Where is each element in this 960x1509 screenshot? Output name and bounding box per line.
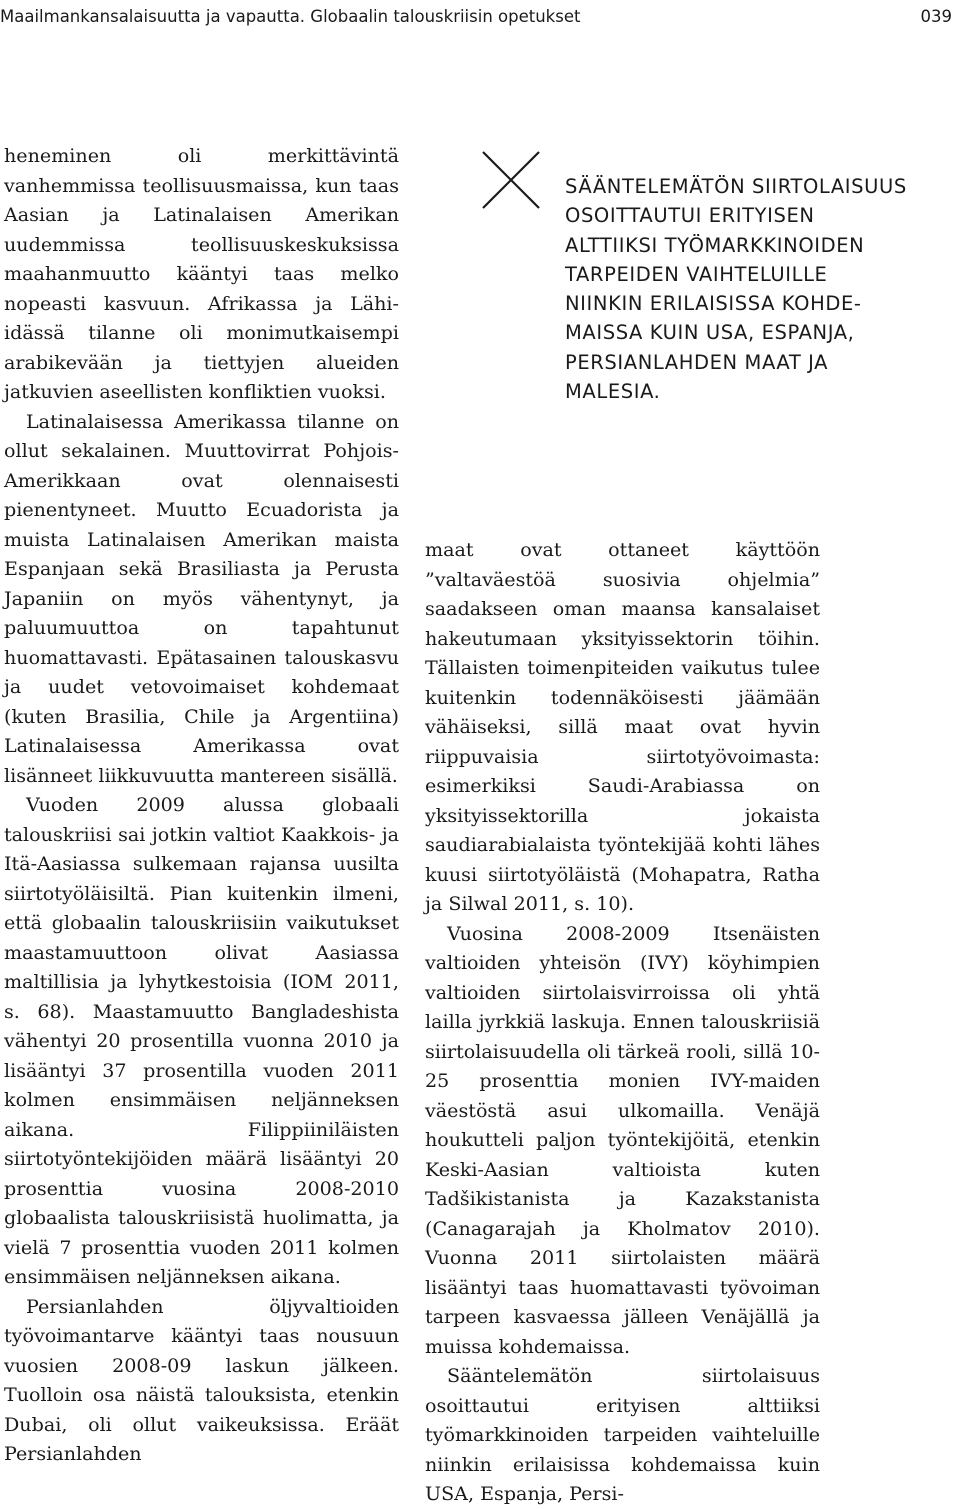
body-paragraph: Latinalaisessa Amerikassa tilanne on ollut sekalainen. Muuttovirrat Pohjois-Amerikkaan ovat olennaisesti pienentyneet. Muutto Ecuadorista ja muista Latinalaisen Amerikan maista Espanjaan sekä Brasiliasta ja Perusta Japaniin on myös vähentynyt, ja paluumuuttoa on tapahtunut huomattavasti. Epätasainen talouskasvu ja uudet vetovoimaiset kohdemaat (kuten Brasilia, Chile ja Argentiina) Latinalaisessa Amerikassa ovat lisänneet liikkuvuutta mantereen sisällä. [4,409,399,787]
right-column [425,535,820,1509]
pull-quote-line: OSOITTAUTUI ERITYISEN [565,204,815,228]
pull-quote-line: TARPEIDEN VAIHTELUILLE [565,262,828,286]
pull-quote-line: MALESIA. [565,380,661,404]
x-mark-icon [481,151,541,209]
pull-quote-line: PERSIANLAHDEN MAAT JA [565,350,829,374]
pull-quote [565,172,955,406]
pull-quote-line: ALTTIIKSI TYÖMARKKINOIDEN [565,233,865,257]
pull-quote-line: MAISSA KUIN USA, ESPANJA, [565,321,855,345]
body-paragraph: maat ovat ottaneet käyttöön ”valtaväestöä suosivia ohjelmia” saadakseen oman maansa kansalaiset hakeutumaan yksityissektorin töihin. Tällaisten toimenpiteiden vaikutus tulee kuitenkin todennäköisesti jäämään vähäiseksi, sillä maat ovat hyvin riippuvaisia siirtotyövoimasta: esimerkiksi Saudi-Arabiassa on yksityissektorilla jokaista saudiarabialaista työntekijää kohti lähes kuusi siirtotyöläistä (Mohapatra, Ratha ja Silwal 2011, s. 10). [425,538,820,915]
running-title: Maailmankansalaisuutta ja vapautta. Globaalin talouskriisin opetukset [0,7,581,26]
body-paragraph: Vuosina 2008-2009 Itsenäisten valtioiden yhteisön (IVY) köyhimpien valtioiden siirtolaisvirroissa oli yhtä lailla jyrkkiä laskuja. Ennen talouskriisiä siirtolaisuudella oli tärkeä rooli, sillä 10-25 prosenttia monien IVY-maiden väestöstä asui ulkomailla. Venäjä houkutteli paljon työntekijöitä, etenkin Keski-Aasian valtioista kuten Tadšikistanista ja Kazakstanista (Canagarajah ja Kholmatov 2010). Vuonna 2011 siirtolaisten määrä lisääntyi taas huomattavasti työvoiman tarpeen kasvaessa jälleen Venäjällä ja muissa kohdemaissa. [425,921,820,1358]
page-number: 039 [920,7,952,26]
running-head [0,2,952,32]
body-paragraph: Persianlahden öljyvaltioiden työvoimantarve kääntyi taas nousuun vuosien 2008-09 laskun jälkeen. Tuolloin osa näistä talouksista, etenkin Dubai, oli ollut vaikeuksissa. Eräät Persianlahden [4,1294,399,1465]
pull-quote-line: SÄÄNTELEMÄTÖN SIIRTOLAISUUS [565,175,907,198]
body-paragraph: Sääntelemätön siirtolaisuus osoittautui erityisen alttiiksi työmarkkinoiden tarpeiden vaihteluille niinkin erilaisissa kohdemaissa kuin USA, Espanja, Persi- [425,1364,820,1505]
body-paragraph: heneminen oli merkittävintä vanhemmissa teollisuusmaissa, kun taas Aasian ja Latinalaisen Amerikan uudemmissa teollisuuskeskuksissa maahanmuutto kääntyi taas melko nopeasti kasvuun. Afrikassa ja Lähi-idässä tilanne oli monimutkaisempi arabikevään ja tiettyjen alueiden jatkuvien aseellisten konfliktien vuoksi. [4,144,399,403]
pull-quote-line: NIINKIN ERILAISISSA KOHDE- [565,292,862,316]
body-paragraph: Vuoden 2009 alussa globaali talouskriisi sai jotkin valtiot Kaakkois- ja Itä-Aasiassa sulkemaan rajansa uusilta siirtotyöläisiltä. Pian kuitenkin ilmeni, että globaalin talouskriisiin vaikutukset maastamuuttoon olivat Aasiassa maltillisia ja lyhytkestoisia (IOM 2011, s. 68). Maastamuutto Bangladeshista vähentyi 20 prosentilla vuonna 2010 ja lisääntyi 37 prosentilla vuoden 2011 kolmen ensimmäisen neljänneksen aikana. Filippiiniläisten siirtotyöntekijöiden määrä lisääntyi 20 prosenttia vuosina 2008-2010 globaalista talouskriisistä huolimatta, ja vielä 7 prosenttia vuoden 2011 kolmen ensimmäisen neljänneksen aikana. [4,793,399,1288]
left-column [4,141,399,1469]
